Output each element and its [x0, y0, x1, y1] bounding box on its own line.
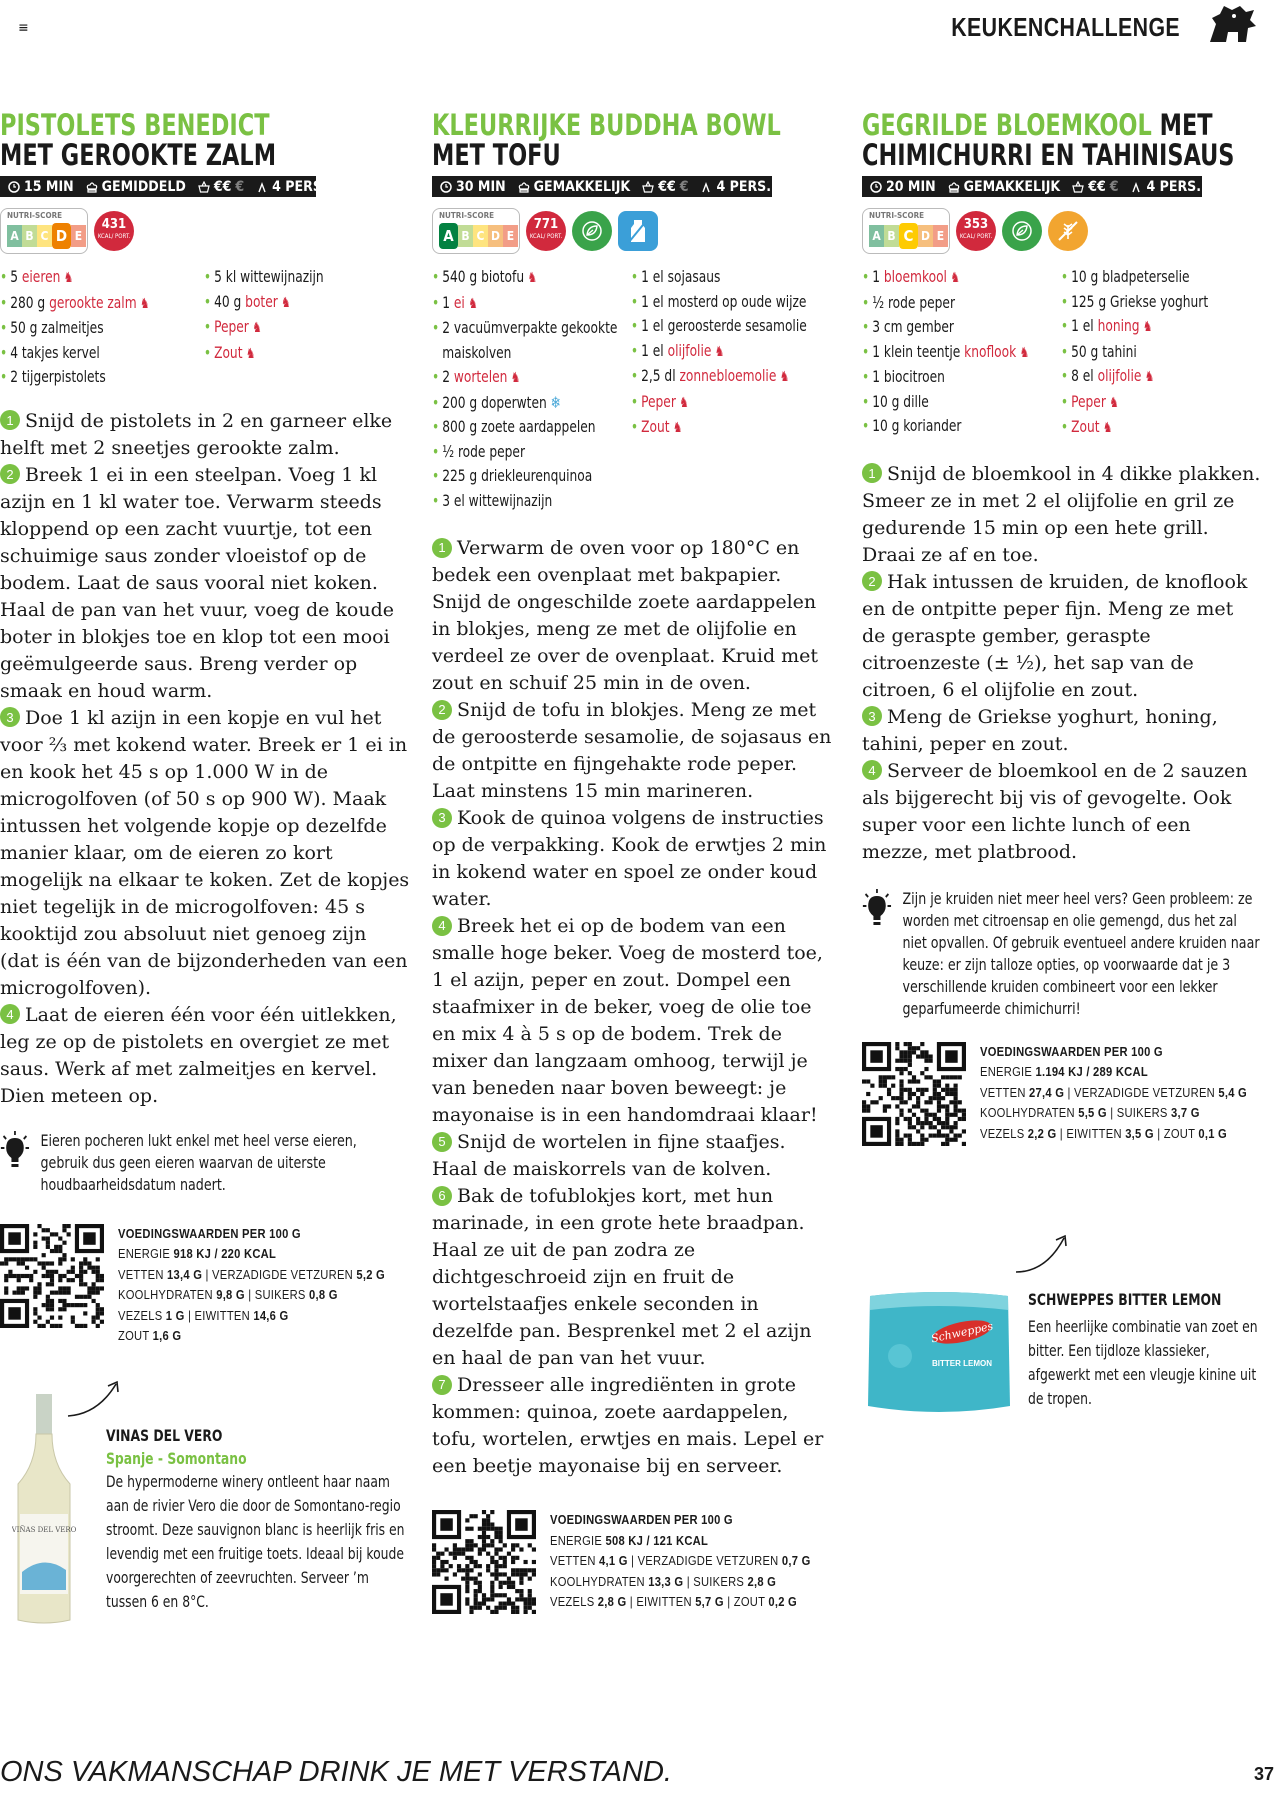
menu-icon[interactable]: ≡ [18, 20, 28, 36]
ingredient-item: • 3 el wittewijnazijn [432, 489, 631, 514]
chef-hat-icon [948, 181, 960, 193]
nutrition-fibres: VEZELS 2,8 G | EIWITTEN 5,7 G | ZOUT 0,2 G [550, 1594, 798, 1609]
kcal-unit: KCAL/ PORT. [529, 233, 563, 240]
belgian-lion-icon: ♞ [1016, 344, 1030, 361]
nutri-score-label: NUTRI-SCORE [439, 211, 495, 220]
frozen-snowflake-icon: ❄ [546, 392, 561, 412]
tip-box [0, 1130, 408, 1196]
step-number-icon: 2 [862, 571, 882, 591]
gluten-free-icon [1048, 211, 1088, 251]
ingredient-item: • 1 el olijfolie ♞ [631, 339, 830, 365]
recipe-gegrilde-bloemkool [862, 110, 1262, 1146]
chef-hat-icon [86, 181, 98, 193]
step-number-icon: 5 [432, 1132, 452, 1152]
product-name: VINAS DEL VERO [106, 1426, 223, 1445]
kcal-value: 771 [533, 217, 559, 232]
lightbulb-icon [862, 888, 892, 928]
ingredient-item: • 280 g gerookte zalm ♞ [0, 291, 204, 317]
recipe-steps [862, 461, 1262, 866]
recipe-step: 2 Hak intussen de kruiden, de knoflook en de ontpitte peper fijn. Meng ze met de geraspte gember, geraspte citroenzeste (± ½), het sap van de citroen, 6 el olijfolie en zout. [862, 570, 1248, 701]
nutrition-title: VOEDINGSWAARDEN PER 100 G [550, 1512, 733, 1527]
difficulty: GEMIDDELD [101, 178, 186, 195]
price-level-faded: € [235, 178, 245, 195]
vegetarian-leaf-icon [572, 211, 612, 251]
tip-box [862, 888, 1260, 1020]
ingredient-item: • 800 g zoete aardappelen [432, 415, 631, 440]
qr-code[interactable] [862, 1042, 966, 1146]
tip-text: Zijn je kruiden niet meer heel vers? Geen probleem: ze worden met citroensap en olie gemengd, dus het zal niet opvallen. Of gebruik eventueel andere kruiden naar keuze: er zijn talloze opties, op voorwaarde dat je 3 verschillende kruiden combineert voor een lekker geparfumeerde chimichurri! [902, 888, 1260, 1018]
price-level-faded: € [1109, 178, 1119, 195]
ingredient-list [862, 265, 1260, 441]
ingredient-item: • 2,5 dl zonnebloemolie ♞ [631, 364, 830, 390]
recipe-step: 1 Snijd de bloemkool in 4 dikke plakken. Smeer ze in met 2 el olijfolie en gril ze gedurende 15 min op een hete grill. Draai ze af en toe. [862, 462, 1261, 566]
recipe-buddha-bowl [432, 110, 832, 1614]
ingredient-item: • 1 el geroosterde sesamolie [631, 314, 830, 339]
belgian-lion-icon: ♞ [248, 320, 262, 336]
nutrition-carbs: KOOLHYDRATEN 13,3 G | SUIKERS 2,8 G [550, 1573, 777, 1589]
ingredient-item: • 225 g driekleurenquinoa [432, 464, 631, 489]
product-description: Een heerlijke combinatie van zoet en bitter. Een tijdloze klassieker, afgewerkt met een vleugje kinine uit de tropen. [1028, 1317, 1258, 1408]
recipe-steps [0, 408, 410, 1110]
ingredient-item: • Peper ♞ [1061, 390, 1260, 416]
kcal-unit: KCAL/ PORT. [97, 233, 131, 240]
nutrition-fats: VETTEN 4,1 G | VERZADIGDE VETZUREN 0,7 G [550, 1553, 811, 1568]
recipe-meta-bar [0, 176, 327, 197]
kcal-value: 431 [101, 217, 127, 232]
page-number: 37 [1253, 1764, 1274, 1784]
price-level-faded: € [679, 178, 689, 195]
nutrition-facts [0, 1224, 410, 1347]
belgian-lion-icon: ♞ [507, 370, 521, 386]
wine-product [106, 1426, 405, 1614]
ingredient-item: • 5 eieren ♞ [0, 265, 204, 291]
belgian-lion-icon: ♞ [1105, 394, 1119, 411]
step-number-icon: 3 [0, 707, 20, 727]
difficulty: GEMAKKELIJK [963, 178, 1061, 195]
recipe-step: 5 Snijd de wortelen in fijne staafjes. Haal de maiskorrels van de kolven. [432, 1131, 786, 1180]
wine-bottle-image [12, 1394, 76, 1624]
recipe-step: 4 Serveer de bloemkool en de 2 sauzen als bijgerecht bij vis of gevogelte. Ook super voor een lichte lunch of een mezze, met platbrood. [862, 759, 1248, 863]
lactose-free-icon [618, 211, 658, 251]
kcal-unit: KCAL/ PORT. [959, 233, 993, 240]
belgian-lion-icon: ♞ [776, 369, 790, 385]
recipe-step: 3 Doe 1 kl azijn in een kopje en vul het voor ⅔ met kokend water. Breek er 1 ei in en kook het 45 s op 1.000 W in de microgolfoven (of 50 s op 900 W). Maak intussen het volgende kopje op dezelfde manier klaar, om de eieren zo kort mogelijk na elkaar te koken. Zet de kopjes niet tegelijk in de microgolfoven: 45 s kooktijd zou absoluut niet genoeg zijn (dat is één van de bijzonderheden van een microgolfoven). [0, 706, 410, 999]
arrow-icon [1012, 1232, 1072, 1276]
ingredient-item: • 5 kl wittewijnazijn [204, 265, 408, 290]
belgian-lion-icon: ♞ [60, 270, 74, 286]
basket-icon [642, 181, 654, 193]
nutri-score-value: D [52, 223, 71, 249]
step-number-icon: 3 [862, 706, 882, 726]
lightbulb-icon [0, 1130, 30, 1170]
nutrition-salt: ZOUT 1,6 G [118, 1328, 182, 1343]
ingredient-item: • 10 g koriander [862, 414, 1061, 439]
belgian-lion-icon: ♞ [136, 295, 150, 312]
footer-slogan: ONS VAKMANSCHAP DRINK JE MET VERSTAND. [0, 1756, 672, 1788]
ingredient-item: • 1 el mosterd op oude wijze [631, 290, 830, 315]
clock-icon [440, 181, 452, 193]
ingredient-item: • 125 g Griekse yoghurt [1061, 290, 1260, 315]
belgian-lion-icon: ♞ [242, 345, 256, 362]
recipe-step: 4 Laat de eieren één voor één uitlekken, leg ze op de pistolets en overgiet ze met saus. Werk af met zalmeitjes en kervel. Dien meteen op. [0, 1003, 397, 1107]
delhaize-lion-logo [1206, 4, 1258, 44]
step-number-icon: 4 [432, 916, 452, 936]
qr-code[interactable] [432, 1510, 536, 1614]
ingredient-item: • 8 el olijfolie ♞ [1061, 364, 1260, 390]
servings: 4 PERS. [1146, 178, 1202, 195]
price-level: €€ [1088, 178, 1106, 195]
qr-code[interactable] [0, 1224, 104, 1328]
ingredient-item: • Zout ♞ [1061, 415, 1260, 441]
belgian-lion-icon: ♞ [669, 420, 683, 436]
ingredient-item: • 1 biocitroen [862, 365, 1061, 390]
recipe-title: KLEURRIJKE BUDDHA BOWL [432, 108, 781, 142]
ingredient-item: • 1 el sojasaus [631, 265, 830, 290]
kcal-badge [94, 211, 134, 251]
step-number-icon: 1 [862, 463, 882, 483]
ingredient-item: • 540 g biotofu ♞ [432, 265, 631, 291]
prep-time: 20 MIN [886, 178, 936, 195]
kcal-badge [526, 211, 566, 251]
product-name: SCHWEPPES BITTER LEMON [1028, 1290, 1222, 1309]
ingredient-item: • 2 tijgerpistolets [0, 365, 204, 390]
recipe-meta-bar [862, 176, 1202, 197]
recipe-step: 7 Dresseer alle ingrediënten in grote kommen: quinoa, zoete aardappelen, tofu, wortelen, erwtjes en mais. Lepel er een beetje mayonaise bij en serveer. [432, 1374, 824, 1477]
difficulty: GEMAKKELIJK [533, 178, 631, 195]
ingredient-item: • 40 g boter ♞ [204, 290, 408, 316]
nutri-score-badge: NUTRI-SCORE A B C D E [0, 208, 88, 254]
nutri-score-label: NUTRI-SCORE [7, 211, 63, 220]
recipe-step: 3 Kook de quinoa volgens de instructies op de verpakking. Kook de erwtjes 2 min in kokend water en spoel ze onder koud water. [432, 807, 827, 910]
step-number-icon: 7 [432, 1375, 452, 1395]
belgian-lion-icon: ♞ [1139, 319, 1153, 335]
step-number-icon: 2 [0, 464, 20, 484]
nutri-score-label: NUTRI-SCORE [869, 211, 925, 220]
nutrition-title: VOEDINGSWAARDEN PER 100 G [980, 1043, 1163, 1059]
step-number-icon: 4 [0, 1004, 20, 1024]
ingredient-item: • 50 g zalmeitjes [0, 316, 204, 341]
clock-icon [8, 181, 20, 193]
nutrition-facts [432, 1510, 832, 1614]
recipe-step: 6 Bak de tofublokjes kort, met hun marinade, in een grote hete braadpan. Haal ze uit de pan zodra ze dichtgeschroeid zijn en fruit de wortelstaafjes enkele seconden in dezelfde pan. Besprenkel met 2 el azijn en haal de pan van het vuur. [432, 1185, 812, 1369]
nutrition-carbs: KOOLHYDRATEN 9,8 G | SUIKERS 0,8 G [118, 1287, 338, 1302]
basket-icon [198, 181, 210, 193]
ingredient-item: • Zout ♞ [631, 415, 830, 441]
ingredient-item: • 10 g bladpeterselie [1061, 265, 1260, 290]
belgian-lion-icon: ♞ [524, 270, 538, 286]
persons-icon [1130, 181, 1142, 193]
recipe-step: 1 Snijd de pistolets in 2 en garneer elke helft met 2 sneetjes gerookte zalm. [0, 409, 393, 459]
basket-icon [1072, 181, 1084, 193]
ingredient-list [432, 265, 830, 513]
chef-hat-icon [518, 181, 530, 193]
ingredient-item: • ½ rode peper [862, 291, 1061, 316]
ingredient-item: • 2 vacuümverpakte gekookte maiskolven [432, 316, 631, 365]
nutrition-fats: VETTEN 13,4 G | VERZADIGDE VETZUREN 5,2 G [118, 1266, 386, 1282]
pack-text: BITTER LEMON [932, 1359, 992, 1368]
nutrition-carbs: KOOLHYDRATEN 5,5 G | SUIKERS 3,7 G [980, 1105, 1200, 1120]
nutrition-energy: ENERGIE 1.194 KJ / 289 KCAL [980, 1064, 1148, 1079]
step-number-icon: 1 [0, 410, 20, 430]
persons-icon [700, 181, 712, 193]
ingredient-item: • Zout ♞ [204, 341, 408, 367]
product-origin: Spanje - Somontano [106, 1449, 247, 1468]
wine-label-text: VIÑAS DEL VERO [12, 1526, 76, 1534]
belgian-lion-icon: ♞ [675, 394, 689, 411]
ingredient-item: • 50 g tahini [1061, 340, 1260, 365]
nutrition-energy: ENERGIE 918 KJ / 220 KCAL [118, 1246, 277, 1261]
page-header-title: KEUKENCHALLENGE [951, 12, 1180, 42]
nutrition-fats: VETTEN 27,4 G | VERZADIGDE VETZUREN 5,4 G [980, 1084, 1248, 1100]
ingredient-item: • 1 bloemkool ♞ [862, 265, 1061, 291]
recipe-subtitle: MET GEROOKTE ZALM [0, 138, 277, 172]
recipe-steps [432, 535, 832, 1480]
nutri-score-badge: NUTRI-SCORE A B C D E [432, 208, 520, 254]
servings: 4 PERS. [272, 178, 327, 195]
nutri-score-value: C [899, 223, 918, 249]
recipe-step: 3 Meng de Griekse yoghurt, honing, tahini, peper en zout. [862, 705, 1218, 755]
recipe-subtitle: CHIMICHURRI EN TAHINISAUS [862, 138, 1235, 172]
price-level: €€ [658, 178, 676, 195]
belgian-lion-icon: ♞ [277, 294, 291, 311]
ingredient-list [0, 265, 408, 390]
ingredient-item: • 200 g doperwten ❄ [432, 391, 631, 416]
ingredient-item: • Peper ♞ [204, 315, 408, 341]
kcal-value: 353 [963, 217, 989, 232]
ingredient-item: • 1 klein teentje knoflook ♞ [862, 340, 1061, 366]
ingredient-item: • 1 ei ♞ [432, 291, 631, 317]
recipe-subtitle: MET TOFU [432, 138, 561, 172]
ingredient-item: • 10 g dille [862, 390, 1061, 415]
recipe-step: 2 Breek 1 ei in een steelpan. Voeg 1 kl azijn en 1 kl water toe. Verwarm steeds kloppend op een zacht vuurtje, tot een schuimige saus zonder vloeistof op de bodem. Laat de saus vooral niet koken. Haal de pan van het vuur, voeg de koude boter in blokjes toe en klop tot een mooi geëmulgeerde saus. Breng verder op smaak en houd warm. [0, 463, 394, 702]
prep-time: 30 MIN [456, 178, 506, 195]
nutrition-title: VOEDINGSWAARDEN PER 100 G [118, 1225, 301, 1241]
schweppes-pack-image [864, 1286, 1014, 1422]
step-number-icon: 3 [432, 808, 452, 828]
belgian-lion-icon: ♞ [464, 295, 478, 312]
nutrition-facts [862, 1042, 1262, 1146]
ingredient-item: • 2 wortelen ♞ [432, 365, 631, 391]
clock-icon [870, 181, 882, 193]
nutri-score-value: A [439, 223, 458, 249]
kcal-badge [956, 211, 996, 251]
step-number-icon: 4 [862, 760, 882, 780]
ingredient-item: • 4 takjes kervel [0, 341, 204, 366]
belgian-lion-icon: ♞ [711, 343, 725, 360]
belgian-lion-icon: ♞ [1099, 420, 1113, 436]
step-number-icon: 1 [432, 538, 452, 558]
nutri-score-badge: NUTRI-SCORE A B C D E [862, 208, 950, 254]
recipe-title: GEGRILDE BLOEMKOOL MET [862, 108, 1213, 142]
ingredient-item: • ½ rode peper [432, 440, 631, 465]
vegetarian-leaf-icon [1002, 211, 1042, 251]
belgian-lion-icon: ♞ [1141, 369, 1155, 385]
step-number-icon: 6 [432, 1186, 452, 1206]
persons-icon [256, 181, 268, 193]
schweppes-product [1028, 1290, 1258, 1411]
brand-text: Schweppes [929, 1319, 995, 1346]
ingredient-item: • Peper ♞ [631, 390, 830, 416]
price-level: €€ [213, 178, 232, 195]
belgian-lion-icon: ♞ [946, 270, 960, 286]
recipe-step: 1 Verwarm de oven voor op 180°C en bedek een ovenplaat met bakpapier. Snijd de ongeschilde zoete aardappelen in blokjes, meng ze met de olijfolie en verdeel ze over de ovenplaat. Kruid met zout en schuif 25 min in de oven. [432, 537, 819, 694]
recipe-step: 2 Snijd de tofu in blokjes. Meng ze met de geroosterde sesamolie, de sojasaus en de ontpitte en fijngehakte rode peper. Laat minstens 15 min marineren. [432, 699, 832, 802]
ingredient-item: • 1 el honing ♞ [1061, 314, 1260, 340]
recipe-step: 4 Breek het ei op de bodem van een smalle hoge beker. Voeg de mosterd toe, 1 el azijn, peper en zout. Dompel een staafmixer in de beker, voeg de olie toe en mix 4 à 5 s op de bodem. Trek de mixer dan langzaam omhoog, terwijl je van beneden naar boven beweegt: je mayonaise is in een handomdraai klaar! [432, 915, 823, 1126]
recipe-title: PISTOLETS BENEDICT [0, 108, 270, 142]
step-number-icon: 2 [432, 700, 452, 720]
prep-time: 15 MIN [24, 178, 74, 195]
nutrition-fibres: VEZELS 1 G | EIWITTEN 14,6 G [118, 1307, 289, 1323]
tip-text: Eieren pocheren lukt enkel met heel verse eieren, gebruik dus geen eieren waarvan de uiterste houdbaarheidsdatum nadert. [40, 1130, 357, 1194]
recipe-pistolets-benedict [0, 110, 410, 1347]
nutrition-fibres: VEZELS 2,2 G | EIWITTEN 3,5 G | ZOUT 0,1 G [980, 1125, 1228, 1141]
nutrition-energy: ENERGIE 508 KJ / 121 KCAL [550, 1532, 709, 1548]
ingredient-item: • 3 cm gember [862, 315, 1061, 340]
product-description: De hypermoderne winery ontleent haar naam aan de rivier Vero die door de Somontano-regio stroomt. Deze sauvignon blanc is heerlijk fris en levendig met een fruitige toets. Ideaal bij koude voorgerechten of zeevruchten. Serveer ’m tussen 6 en 8°C. [106, 1472, 405, 1611]
recipe-meta-bar [432, 176, 772, 197]
servings: 4 PERS. [716, 178, 772, 195]
